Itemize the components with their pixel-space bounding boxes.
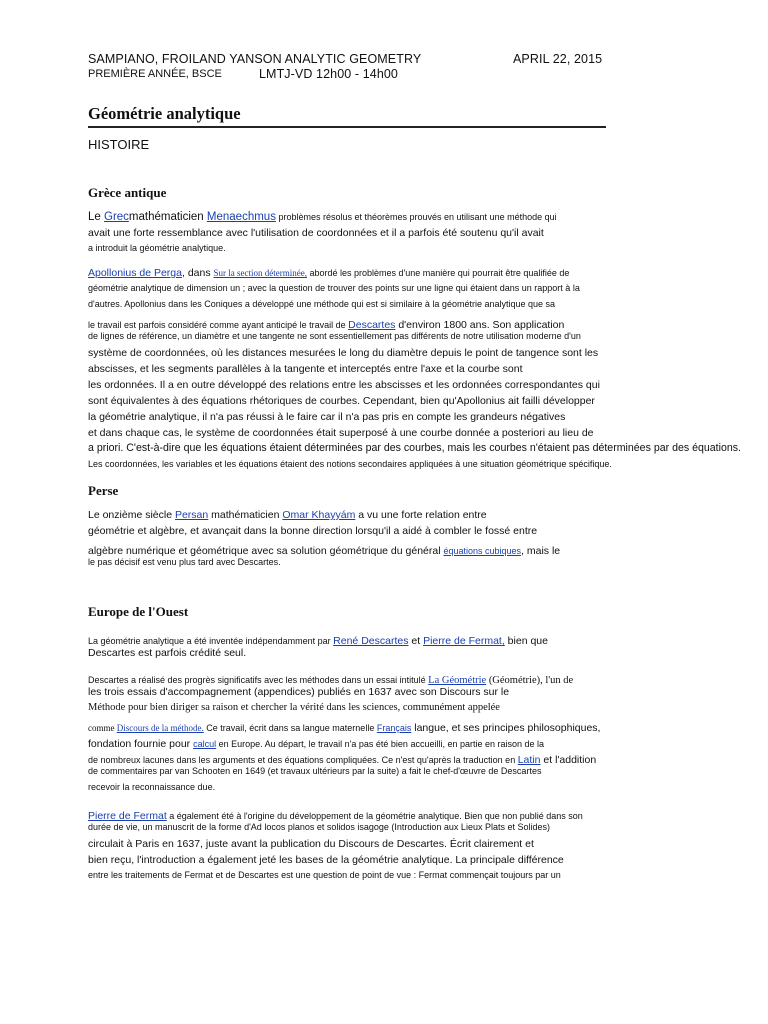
link-rene-descartes[interactable]: René Descartes (333, 635, 409, 647)
perse-line1: Le onzième siècle Persan mathématicien Omar Khayyám a vu une forte relation entre (88, 509, 487, 521)
link-francais[interactable]: Français (376, 723, 412, 733)
perse-line2: géométrie et algèbre, et avançait dans la bonne direction lorsqu'il a aidé à combler le fossé entre (88, 525, 538, 537)
grece-p2-line2: géométrie analytique de dimension un ; avec la question de trouver des points sur une ligne qui étaient dans un rapport à la (88, 283, 580, 293)
europe-p2-line4: comme Discours de la méthode. Ce travail, écrit dans sa langue maternelle Français langue, et ses principes philosophiques, (88, 722, 601, 734)
histoire-heading: HISTOIRE (88, 137, 150, 152)
link-calcul[interactable]: calcul (193, 739, 217, 749)
europe-p2-line7: de commentaires par van Schooten en 1649 (et travaux ultérieurs par la suite) a fait le chef-d'œuvre de Descartes (88, 766, 542, 776)
link-section-determinee[interactable]: Sur la section déterminée, (213, 268, 307, 278)
europe-p2-line1: Descartes a réalisé des progrès significatifs avec les méthodes dans un essai intitulé La Géométrie (Géométrie), l'un de (88, 675, 574, 686)
link-omar-khayyam[interactable]: Omar Khayyám (282, 509, 356, 521)
section-heading-europe: Europe de l'Ouest (88, 604, 189, 619)
europe-p2-line5: fondation fournie pour calcul en Europe. Au départ, le travail n'a pas été bien accueilli, en partie en raison de la (88, 738, 545, 750)
title-divider (88, 126, 606, 128)
link-discours-methode[interactable]: Discours de la méthode. (116, 723, 204, 733)
europe-p3-line3: circulait à Paris en 1637, juste avant la publication du Discours de Descartes. Écrit clairement et (88, 838, 534, 850)
europe-p2-line2: les trois essais d'accompagnement (appendices) publiés en 1637 avec son Discours sur le (88, 686, 510, 698)
europe-p2-line3: Méthode pour bien diriger sa raison et chercher la vérité dans les sciences, communément appelée (88, 702, 500, 713)
link-pierre-de-fermat-2[interactable]: Pierre de Fermat (88, 810, 167, 822)
link-equations-cubiques[interactable]: équations cubiques (443, 546, 522, 556)
grece-p2-line10: la géométrie analytique, il n'a pas réussi à le faire car il n'a pas pris en compte les grandeurs négatives (88, 411, 566, 423)
link-la-geometrie[interactable]: La Géométrie (428, 675, 487, 686)
header-title: SAMPIANO, FROILAND YANSON ANALYTIC GEOMETRY (88, 52, 422, 66)
europe-p3-line1: Pierre de Fermat a également été à l'origine du développement de la géométrie analytique. Bien que non publié dans son (88, 810, 583, 822)
grece-p1-line1: Le Grecmathématicien Menaechmus problèmes résolus et théorèmes prouvés en utilisant une méthode qui (88, 211, 557, 223)
header-schedule: LMTJ-VD 12h00 - 14h00 (259, 67, 398, 81)
header-date: APRIL 22, 2015 (513, 52, 603, 66)
grece-p2-line6: système de coordonnées, où les distances mesurées le long du diamètre depuis le point de tangence sont les (88, 347, 599, 359)
grece-p2-line7: abscisses, et les segments parallèles à la tangente et interceptés entre l'axe et la courbe sont (88, 363, 523, 375)
grece-p2-line5: de lignes de référence, un diamètre et une tangente ne sont essentiellement pas différents de notre utilisation moderne d'un (88, 331, 581, 341)
link-pierre-de-fermat[interactable]: Pierre de Fermat, (423, 635, 505, 647)
link-latin[interactable]: Latin (517, 754, 541, 766)
europe-p3-line2: durée de vie, un manuscrit de la forme d'Ad locos planos et solidos isagoge (Introduction aux Lieux Plats et Solides) (88, 822, 550, 832)
perse-line4: le pas décisif est venu plus tard avec Descartes. (88, 557, 281, 567)
grece-p2-line9: sont équivalentes à des équations rhétoriques de courbes. Cependant, bien qu'Apollonius ait failli développer (88, 395, 595, 407)
link-grec[interactable]: Grec (104, 211, 129, 223)
europe-p2-line8: recevoir la reconnaissance due. (88, 782, 216, 792)
europe-p1-line1: La géométrie analytique a été inventée indépendamment par René Descartes et Pierre de Fermat, bien que (88, 635, 548, 647)
grece-p2-line11: et dans chaque cas, le système de coordonnées était superposé à une courbe donnée a posteriori au lieu de (88, 427, 594, 439)
link-descartes[interactable]: Descartes (348, 319, 396, 331)
grece-p2-line8: les ordonnées. Il a en outre développé des relations entre les abscisses et les ordonnées correspondantes qui (88, 379, 600, 391)
grece-p2-line1: Apollonius de Perga, dans Sur la section déterminée, abordé les problèmes d'une manière qui pourrait être qualifiée de (88, 267, 570, 279)
grece-p1-line3: a introduit la géométrie analytique. (88, 243, 226, 253)
section-heading-perse: Perse (88, 483, 119, 498)
europe-p3-line5: entre les traitements de Fermat et de Descartes est une question de point de vue : Fermat commençait toujours par un (88, 870, 561, 880)
link-apollonius[interactable]: Apollonius de Perga (88, 267, 182, 279)
perse-line3: algèbre numérique et géométrique avec sa solution géométrique du général équations cubiques, mais le (88, 545, 561, 557)
europe-p2-line6: de nombreux lacunes dans les arguments et des équations compliquées. Ce n'est qu'après la traduction en Latin et l'addition (88, 754, 597, 766)
section-heading-grece: Grèce antique (88, 185, 167, 200)
link-persan[interactable]: Persan (174, 509, 209, 521)
grece-p2-line3: d'autres. Apollonius dans les Coniques a développé une méthode qui est si similaire à la géométrie analytique que sa (88, 299, 556, 309)
grece-p2-line12: a priori. C'est-à-dire que les équations étaient déterminées par des courbes, mais les courbes n'étaient pas déterminées par des équations. (88, 442, 741, 454)
europe-p1-line2: Descartes est parfois crédité seul. (88, 647, 247, 659)
link-menaechmus[interactable]: Menaechmus (206, 211, 276, 223)
grece-p2-line4: le travail est parfois considéré comme ayant anticipé le travail de Descartes d'environ 1800 ans. Son application (88, 319, 565, 331)
page-title: Géométrie analytique (88, 104, 241, 123)
grece-p2-line13: Les coordonnées, les variables et les équations étaient des notions secondaires appliquées à une situation géométrique spécifique. (88, 459, 612, 469)
header-subtitle: PREMIÈRE ANNÉE, BSCE (88, 68, 222, 80)
europe-p3-line4: bien reçu, l'introduction a également jeté les bases de la géométrie analytique. La principale différence (88, 854, 564, 866)
grece-p1-line2: avait une forte ressemblance avec l'utilisation de coordonnées et il a parfois été soutenu qu'il avait (88, 227, 544, 239)
